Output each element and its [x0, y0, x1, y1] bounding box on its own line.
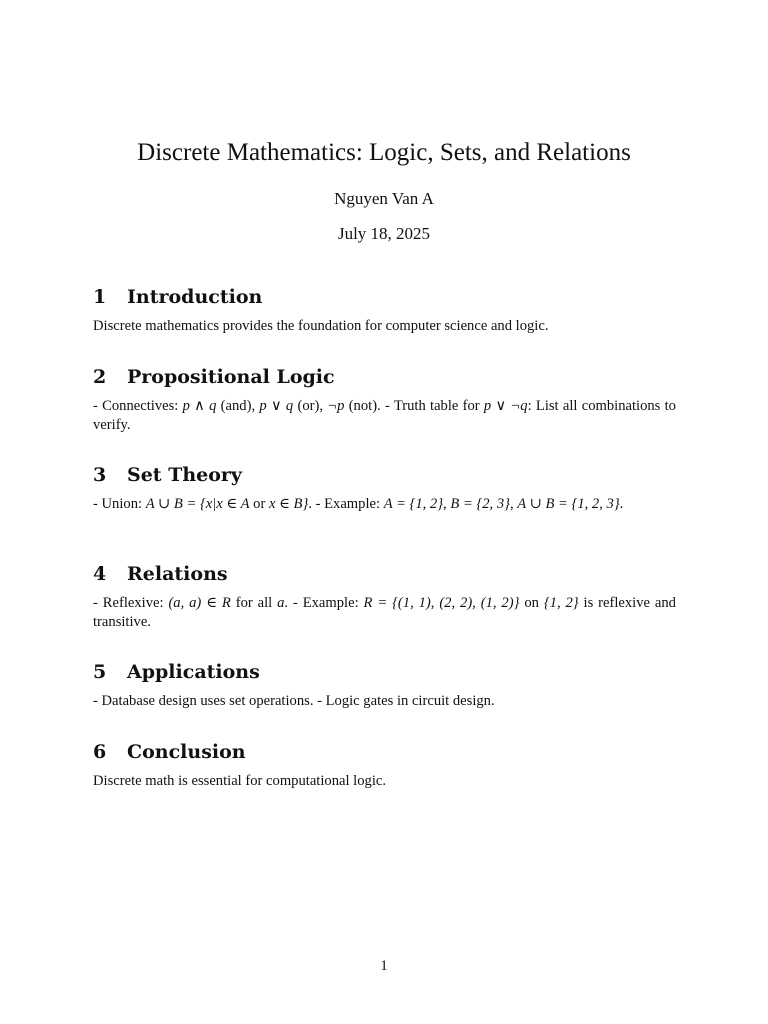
- section-body: [93, 397, 676, 434]
- body-text: : List all combinations to verify.: [93, 398, 676, 433]
- section-title: Set Theory: [127, 464, 242, 486]
- section-heading: [93, 739, 676, 765]
- body-text: .: [619, 496, 624, 512]
- body-text: ,: [509, 496, 518, 512]
- body-text: - Connectives:: [93, 398, 183, 414]
- body-text: for all: [230, 595, 278, 611]
- page-number: 1: [380, 958, 388, 974]
- body-text: - Reflexive:: [93, 595, 169, 611]
- body-text: is reflexive and transitive.: [93, 595, 676, 630]
- section-title: Propositional Logic: [127, 366, 335, 388]
- math-expression: x ∈ B}: [268, 496, 309, 512]
- section-heading: [93, 561, 676, 587]
- body-text: (not). - Truth table for: [344, 398, 484, 414]
- document-date: July 18, 2025: [337, 224, 431, 243]
- section-number: 4: [93, 563, 107, 585]
- section-number: 2: [93, 366, 107, 388]
- section-body: [93, 495, 676, 514]
- section-body: [93, 594, 676, 631]
- document-title: Discrete Mathematics: Logic, Sets, and Relations: [137, 139, 631, 166]
- math-expression: A ∪ B = {1, 2, 3}: [517, 496, 620, 512]
- section-set-theory: [93, 462, 676, 514]
- section-propositional-logic: [93, 364, 676, 434]
- section-number: 3: [93, 464, 107, 486]
- math-expression: p ∨ q: [259, 398, 294, 414]
- section-title: Applications: [127, 661, 260, 683]
- section-applications: [93, 659, 676, 711]
- section-number: 1: [93, 286, 107, 308]
- math-expression: a: [277, 595, 285, 611]
- section-heading: [93, 364, 676, 390]
- math-expression: A = {1, 2}: [383, 496, 444, 512]
- document-author: Nguyen Van A: [334, 189, 434, 208]
- body-text: (and),: [216, 398, 260, 414]
- body-text: or: [249, 496, 269, 512]
- body-text: (or),: [293, 398, 328, 414]
- section-body: - Database design uses set operations. - Logic gates in circuit design.: [93, 693, 495, 709]
- math-expression: p ∧ q: [182, 398, 217, 414]
- section-title: Conclusion: [127, 741, 246, 763]
- section-number: 6: [93, 741, 107, 763]
- body-text: . - Example:: [308, 496, 384, 512]
- section-heading: [93, 462, 676, 488]
- body-text: - Union:: [93, 496, 146, 512]
- body-text: ,: [443, 496, 451, 512]
- math-expression: R = {(1, 1), (2, 2), (1, 2)}: [363, 595, 520, 611]
- section-number: 5: [93, 661, 107, 683]
- math-expression: ¬p: [327, 398, 345, 414]
- section-introduction: [93, 284, 676, 336]
- section-title: Introduction: [127, 286, 263, 308]
- math-expression: (a, a) ∈ R: [168, 595, 231, 611]
- section-heading: [93, 659, 676, 685]
- math-expression: A ∪ B = {x|x ∈ A: [145, 496, 250, 512]
- section-body: Discrete math is essential for computational logic.: [93, 773, 387, 789]
- body-text: on: [519, 595, 544, 611]
- section-relations: [93, 561, 676, 631]
- math-expression: B = {2, 3}: [450, 496, 510, 512]
- math-expression: {1, 2}: [543, 595, 579, 611]
- math-expression: p ∨ ¬q: [483, 398, 528, 414]
- body-text: . - Example:: [284, 595, 364, 611]
- section-heading: [93, 284, 676, 310]
- section-title: Relations: [127, 563, 228, 585]
- section-conclusion: [93, 739, 676, 791]
- section-body: Discrete mathematics provides the foundation for computer science and logic.: [93, 318, 549, 334]
